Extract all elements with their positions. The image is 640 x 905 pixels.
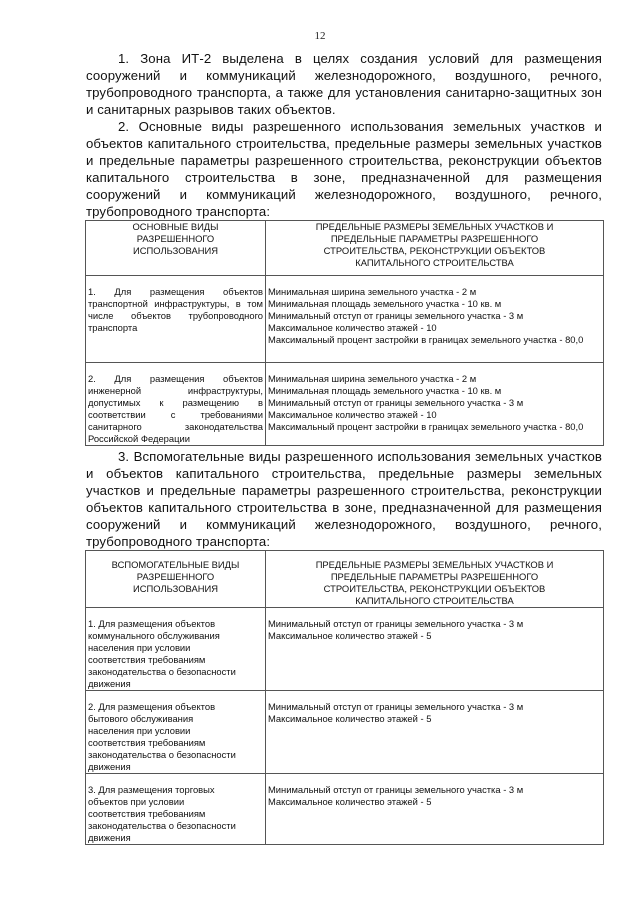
use-cell: 1. Для размещения объектов коммунального обслуживания населения при условии соответствия требованиям законодательства о безопасности движения	[86, 608, 266, 691]
use-cell: 3. Для размещения торговых объектов при условии соответствия требованиям законодательства о безопасности движения	[86, 774, 266, 845]
params-cell: Минимальная ширина земельного участка - 2 м Минимальная площадь земельного участка - 10 кв. м Минимальный отступ от границы земельного участка - 3 м Максимальное количество этажей - 10 Максимальный процент застройки в границах земельного участка - 80,0	[266, 276, 604, 363]
table-row	[86, 608, 604, 691]
aux-uses-table	[85, 550, 604, 845]
document-body	[86, 50, 602, 845]
paragraph-zone-purpose: 1. Зона ИТ-2 выделена в целях создания условий для размещения сооружений и коммуникаций железнодорожного, воздушного, речного, трубопроводного транспорта, а также для установления санитарно-защитных зон и санитарных разрывов таких объектов.	[86, 51, 602, 117]
header-main-uses: ОСНОВНЫЕ ВИДЫ РАЗРЕШЕННОГО ИСПОЛЬЗОВАНИЯ	[86, 221, 266, 276]
paragraph-main-uses-intro: 2. Основные виды разрешенного использования земельных участков и объектов капитального строительства, предельные размеры земельных участков и предельные параметры разрешенного строительства, реконструкции объектов капитального строительства в зоне, предназначенной для размещения сооружений и коммуникаций железнодорожного, воздушного, речного, трубопроводного транспорта:	[86, 119, 602, 219]
table-header-row	[86, 551, 604, 608]
table-row	[86, 691, 604, 774]
header-parameters: ПРЕДЕЛЬНЫЕ РАЗМЕРЫ ЗЕМЕЛЬНЫХ УЧАСТКОВ И ПРЕДЕЛЬНЫЕ ПАРАМЕТРЫ РАЗРЕШЕННОГО СТРОИТЕЛЬСТВА, РЕКОНСТРУКЦИИ ОБЪЕКТОВ КАПИТАЛЬНОГО СТРОИТЕЛЬСТВА	[266, 551, 604, 608]
params-cell: Минимальная ширина земельного участка - 2 м Минимальная площадь земельного участка - 10 кв. м Минимальный отступ от границы земельного участка - 3 м Максимальное количество этажей - 10 Максимальный процент застройки в границах земельного участка - 80,0	[266, 363, 604, 446]
table-row	[86, 276, 604, 363]
table-row	[86, 774, 604, 845]
header-aux-uses: ВСПОМОГАТЕЛЬНЫЕ ВИДЫ РАЗРЕШЕННОГО ИСПОЛЬЗОВАНИЯ	[86, 551, 266, 608]
table-row	[86, 363, 604, 446]
main-uses-table	[85, 220, 604, 446]
use-cell: 2. Для размещения объектов инженерной инфраструктуры, допустимых к размещению в соответствии с требованиями санитарного законодательства Российской Федерации	[86, 363, 266, 446]
page-number: 12	[314, 30, 326, 42]
paragraph-aux-uses-intro: 3. Вспомогательные виды разрешенного использования земельных участков и объектов капитального строительства, предельные размеры земельных участков и предельные параметры разрешенного строительства, реконструкции объектов капитального строительства в зоне, предназначенной для размещения сооружений и коммуникаций железнодорожного, воздушного, речного, трубопроводного транспорта:	[86, 449, 602, 549]
params-cell: Минимальный отступ от границы земельного участка - 3 м Максимальное количество этажей - 5	[266, 608, 604, 691]
params-cell: Минимальный отступ от границы земельного участка - 3 м Максимальное количество этажей - 5	[266, 691, 604, 774]
use-cell: 2. Для размещения объектов бытового обслуживания населения при условии соответствия требованиям законодательства о безопасности движения	[86, 691, 266, 774]
table-header-row	[86, 221, 604, 276]
header-parameters: ПРЕДЕЛЬНЫЕ РАЗМЕРЫ ЗЕМЕЛЬНЫХ УЧАСТКОВ И ПРЕДЕЛЬНЫЕ ПАРАМЕТРЫ РАЗРЕШЕННОГО СТРОИТЕЛЬСТВА, РЕКОНСТРУКЦИИ ОБЪЕКТОВ КАПИТАЛЬНОГО СТРОИТЕЛЬСТВА	[266, 221, 604, 276]
params-cell: Минимальный отступ от границы земельного участка - 3 м Максимальное количество этажей - 5	[266, 774, 604, 845]
use-cell: 1. Для размещения объектов транспортной инфраструктуры, в том числе объектов трубопроводного транспорта	[86, 276, 266, 363]
